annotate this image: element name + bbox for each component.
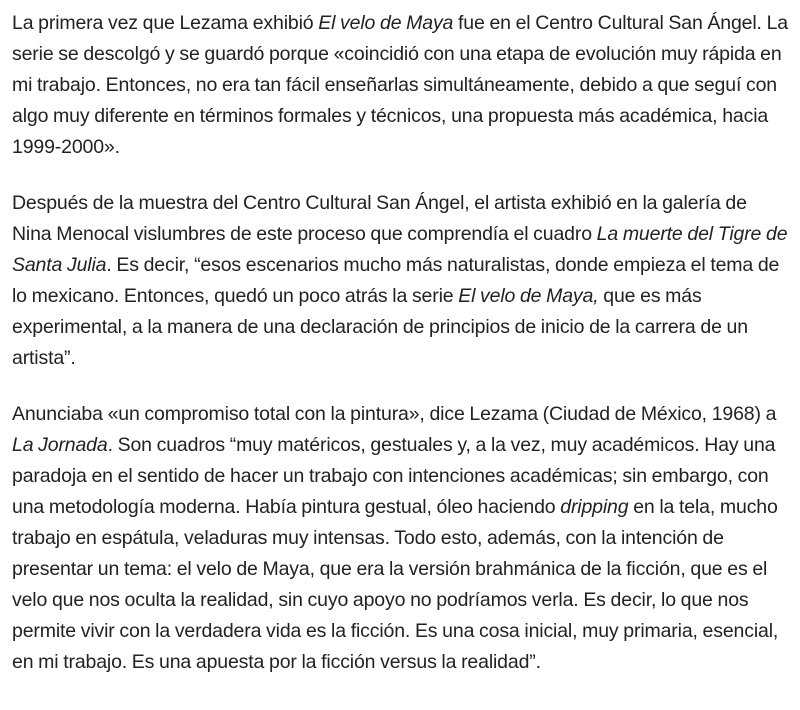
italic-title: La Jornada — [12, 434, 108, 456]
text-segment: que es más experimental, a la manera de una declaración de principios de inicio de la carrera de un artista”. — [12, 285, 748, 369]
italic-title: La muerte del Tigre de Santa Julia — [12, 223, 788, 276]
text-segment: . Es decir, “esos escenarios mucho más naturalistas, donde empieza el tema de lo mexicano. Entonces, quedó un poco atrás la serie — [12, 254, 780, 307]
italic-title: El velo de Maya — [318, 12, 454, 34]
italic-term: dripping — [560, 496, 629, 518]
text-segment: . Son cuadros “muy matéricos, gestuales y, a la vez, muy académicos. Hay una paradoja en el sentido de hacer un trabajo con intenciones académicas; sin embargo, con una metodología moderna. Había pintura gestual, óleo haciendo — [12, 434, 776, 518]
text-segment: en la tela, mucho trabajo en espátula, veladuras muy intensas. Todo esto, además, con la intención de presentar un tema: el velo de Maya, que era la versión brahmánica de la ficción, que es el velo que nos oculta la realidad, sin cuyo apoyo no podríamos verla. Es decir, lo que nos permite vivir con la verdadera vida es la ficción. Es una cosa inicial, muy primaria, esencial, en mi trabajo. Es una apuesta por la ficción versus la realidad”. — [12, 496, 779, 673]
text-segment: fue en el Centro Cultural San Ángel. La serie se descolgó y se guardó porque «coincidió con una etapa de evolución muy rápida en mi trabajo. Entonces, no era tan fácil enseñarlas simultáneamente, debido a que seguí con algo muy diferente en términos formales y técnicos, una propuesta más académica, hacia 1999-2000». — [12, 12, 788, 158]
paragraph-3 — [12, 399, 790, 678]
text-segment: La primera vez que Lezama exhibió — [12, 12, 319, 34]
italic-title: El velo de Maya, — [458, 285, 599, 307]
paragraph-1 — [12, 8, 790, 163]
paragraph-2 — [12, 188, 790, 374]
text-segment: Después de la muestra del Centro Cultural San Ángel, el artista exhibió en la galería de Nina Menocal vislumbres de este proceso que comprendía el cuadro — [12, 192, 747, 245]
text-segment: Anunciaba «un compromiso total con la pintura», dice Lezama (Ciudad de México, 1968) a — [12, 403, 777, 425]
